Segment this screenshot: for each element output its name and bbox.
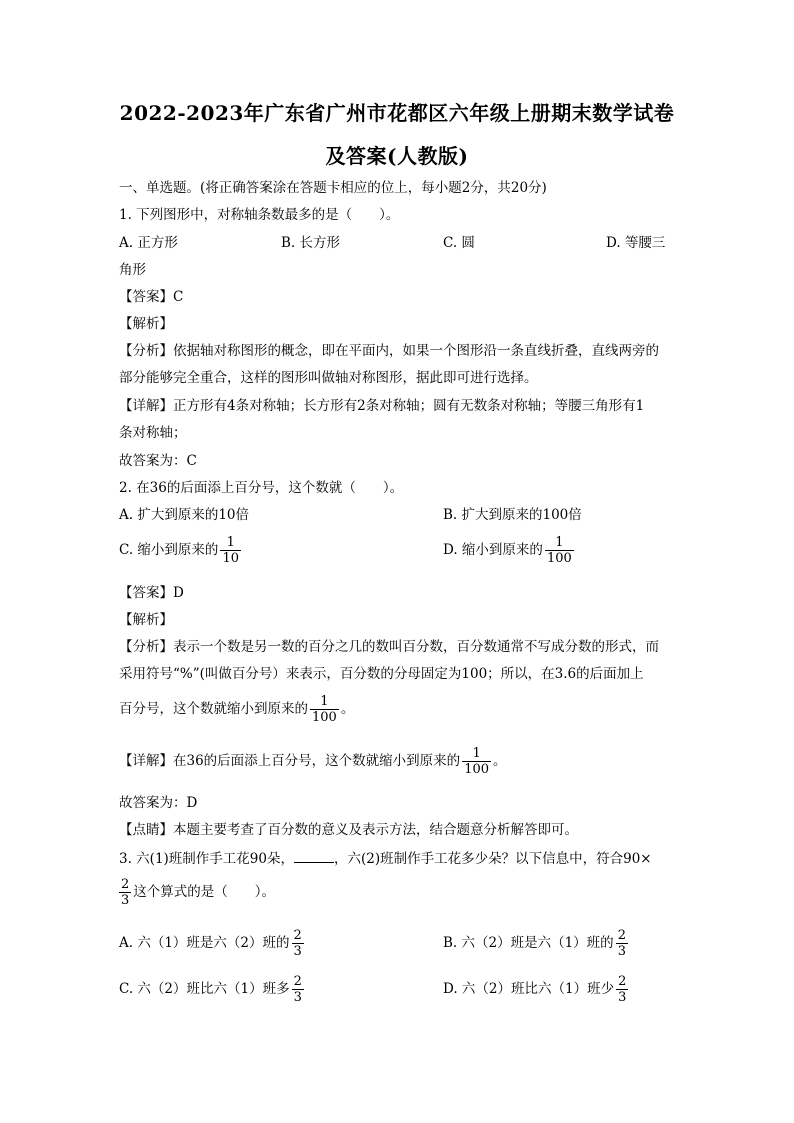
question-2-analysis-label: 【解析】 — [119, 612, 173, 628]
question-2-option-b: B. 扩大到原来的100倍 — [443, 507, 582, 523]
question-1-option-d: D. 等腰三 — [606, 235, 666, 251]
question-2-detail: 【详解】在36的后面添上百分号，这个数就缩小到原来的 $\frac{1}{100}$ 。 — [119, 746, 507, 777]
question-1-detail-line1: 【详解】正方形有4条对称轴；长方形有2条对称轴；圆有无数条对称轴；等腰三角形有1 — [119, 398, 645, 414]
document-title-line2: 及答案(人教版) — [325, 144, 469, 168]
question-1-final-answer: 故答案为：C — [119, 453, 197, 469]
question-2-option-c-text: C. 缩小到原来的 — [119, 542, 219, 558]
question-2-option-d-text: D. 缩小到原来的 — [443, 542, 543, 558]
question-2-analysis-line1: 【分析】表示一个数是另一数的百分之几的数叫百分数，百分数通常不写成分数的形式，而 — [119, 639, 659, 655]
fraction: $\frac{1}{100}$ — [464, 746, 490, 777]
question-1-option-a: A. 正方形 — [119, 235, 178, 251]
question-2-comment: 【点睛】本题主要考查了百分数的意义及表示方法，结合题意分析解答即可。 — [119, 822, 578, 838]
fraction: $\frac{2}{3}$ — [293, 928, 302, 959]
question-2-option-d — [443, 535, 576, 566]
question-1-option-b: B. 长方形 — [281, 235, 341, 251]
section-heading: 一、单选题。(将正确答案涂在答题卡相应的位上，每小题2分，共20分) — [119, 180, 547, 196]
fraction: $\frac{2}{3}$ — [121, 877, 130, 908]
question-3-stem-line2: $\frac{2}{3}$ 这个算式的是（ ）。 — [121, 877, 276, 908]
question-1-stem: 1. 下列图形中，对称轴条数最多的是（ ）。 — [119, 207, 400, 223]
question-3-stem-line1: 3. 六(1)班制作手工花90朵， ，六(2)班制作手工花多少朵？以下信息中，符合90× — [119, 848, 652, 869]
question-2-answer: 【答案】D — [119, 585, 184, 601]
question-3-option-d: D. 六（2）班比六（1）班少 $\frac{2}{3}$ — [443, 974, 627, 1005]
question-3-option-c: C. 六（2）班比六（1）班多 $\frac{2}{3}$ — [119, 974, 302, 1005]
question-2-analysis-line2: 采用符号“%”(叫做百分号）来表示，百分数的分母固定为100；所以，在3.6的后面加上 — [119, 666, 644, 682]
fraction: $\frac{1}{100}$ — [546, 535, 572, 566]
question-2-option-a: A. 扩大到原来的10倍 — [119, 507, 250, 523]
question-1-option-d-wrap: 角形 — [119, 262, 146, 278]
question-2-final-answer: 故答案为：D — [119, 795, 198, 811]
question-1-analysis-line2: 部分能够完全重合，这样的图形叫做轴对称图形，据此即可进行选择。 — [119, 370, 538, 386]
question-2-option-c — [119, 535, 243, 566]
fraction: $\frac{2}{3}$ — [618, 974, 627, 1005]
answer-blank — [294, 848, 334, 863]
question-3-option-a: A. 六（1）班是六（2）班的 $\frac{2}{3}$ — [119, 928, 302, 959]
document-title-line1: 2022-2023年广东省广州市花都区六年级上册期末数学试卷 — [119, 101, 675, 125]
question-1-detail-line2: 条对称轴； — [119, 425, 187, 441]
question-1-answer: 【答案】C — [119, 289, 184, 305]
question-3-option-b: B. 六（2）班是六（1）班的 $\frac{2}{3}$ — [443, 928, 626, 959]
question-1-option-c: C. 圆 — [443, 235, 475, 251]
question-1-analysis-line1: 【分析】依据轴对称图形的概念，即在平面内，如果一个图形沿一条直线折叠，直线两旁的 — [119, 343, 659, 359]
fraction: $\frac{2}{3}$ — [617, 928, 626, 959]
fraction: $\frac{1}{10}$ — [222, 535, 239, 566]
question-1-analysis-label: 【解析】 — [119, 316, 173, 332]
fraction: $\frac{1}{100}$ — [312, 694, 337, 725]
fraction: $\frac{2}{3}$ — [293, 974, 302, 1005]
question-2-analysis-line3: 百分号，这个数就缩小到原来的 $\frac{1}{100}$ 。 — [119, 694, 355, 725]
question-2-stem: 2. 在36的后面添上百分号，这个数就（ ）。 — [119, 480, 404, 496]
